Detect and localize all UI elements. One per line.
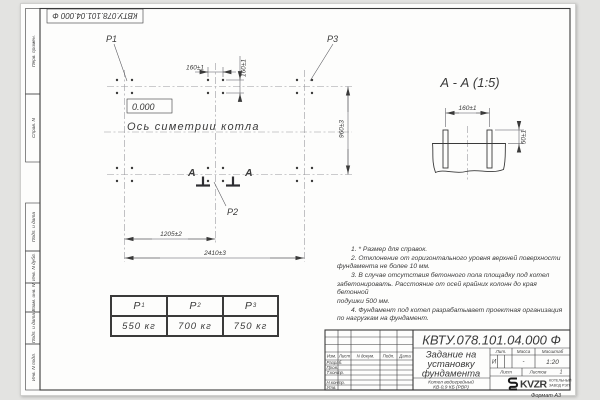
product-name <box>428 379 474 391</box>
margin-boxes <box>26 9 41 391</box>
kvzr-logo <box>509 379 572 391</box>
margin-label: Перв. примен. <box>31 35 37 67</box>
load-table-header-p3: P 3 <box>223 296 278 316</box>
drawing-title <box>422 350 480 380</box>
title-line-2: установку <box>427 359 475 370</box>
row-nkontr: Н.контр. <box>326 380 346 385</box>
load-table <box>110 295 279 337</box>
kvzr-logo-text: KVZR <box>520 378 547 391</box>
margin-label: Справ. N <box>31 117 37 139</box>
note-line: 3. В случае отсутствия бетонного пола площадку под котел <box>351 271 550 279</box>
listov-value: 1 <box>559 369 563 376</box>
load-table-value-p1: 550 кг <box>111 316 167 336</box>
col-podp: Подп. <box>382 353 395 359</box>
dim-bolt-vertical <box>226 56 248 100</box>
product-line-1: Котел водогрейный <box>428 380 474 386</box>
title-block-headers <box>327 354 412 359</box>
doc-number: КВТУ.078.101.04.000 Ф <box>422 332 561 348</box>
scale-value: 1:20 <box>546 359 559 366</box>
load-p3-label: P3 <box>327 34 339 44</box>
massa-header: Масса <box>516 349 531 355</box>
margin-label: Инв. N дубл. <box>31 253 37 281</box>
technical-notes <box>337 246 569 324</box>
dim-bolt-v-value: 160±1 <box>240 58 248 78</box>
lit-value: И <box>491 359 497 366</box>
masshtab-header: Масштаб <box>541 349 564 355</box>
listov-label: Листов <box>529 369 547 375</box>
title-line-3: фундамента <box>421 368 481 380</box>
section-view <box>433 75 528 180</box>
massa-value: - <box>522 359 525 366</box>
dim-bolt-h-value: 160±1 <box>185 64 204 72</box>
col-list: Лист <box>338 353 351 359</box>
lit-massa-masshtab <box>492 349 564 376</box>
dim-section-height <box>495 122 528 152</box>
dim-bolt-horizontal <box>186 65 236 78</box>
section-title: А - А (1:5) <box>440 75 500 90</box>
col-doc: N докум. <box>356 353 375 359</box>
row-utv: Утв. <box>326 385 337 390</box>
format-label: Формат А3 <box>531 393 562 399</box>
row-razrab: Разраб. <box>326 360 343 365</box>
title-line-1: Задание на <box>425 349 477 361</box>
title-block <box>325 330 572 391</box>
load-table-header-p1: P 1 <box>111 296 167 316</box>
dim-1205-value: 1205±2 <box>160 231 182 238</box>
note-line: фундамента не более 10 мм. <box>337 263 430 271</box>
top-stamp <box>47 9 143 23</box>
note-line: подушки 500 мм. <box>337 297 390 305</box>
dim-half-length-1205 <box>125 231 216 239</box>
kvzr-caption-2: ЗАВОД РЭП <box>549 383 570 388</box>
level-mark <box>127 99 172 113</box>
margin-label: Инв. N подл. <box>31 352 37 382</box>
lit-header: Лит. <box>495 349 507 355</box>
dim-960-value: 960±3 <box>338 119 346 139</box>
margin-label: Подп. и дата <box>31 312 37 344</box>
margin-label: Подп. и дата <box>31 211 37 243</box>
margin-label: Взам. инв. N <box>31 283 37 312</box>
note-line: 4. Фундамент под котел разрабатывает проектная организация <box>351 306 563 314</box>
row-tkontr: Т.контр. <box>326 370 345 375</box>
col-data: Дата <box>399 353 411 359</box>
dim-width-960 <box>339 87 349 175</box>
col-izm: Изм. <box>326 353 337 359</box>
plan-view <box>104 34 352 262</box>
list-label: Лист <box>500 369 512 375</box>
load-table-header-p2: P 2 <box>167 296 223 316</box>
dim-2410-value: 2410±3 <box>204 250 226 257</box>
load-table-value-p3: 750 кг <box>223 316 278 336</box>
note-line: 2. Отклонение от горизонтального уровня верхней поверхности <box>351 254 561 262</box>
kvzr-coil-icon <box>509 379 517 390</box>
symmetry-axis-label: Ось симетрии котла <box>127 121 260 133</box>
dim-section-50-value: 50±1 <box>520 129 528 145</box>
kvzr-caption-1: КОТЕЛЬНЫЙ <box>549 378 572 383</box>
load-table-value-p2: 700 кг <box>167 316 223 336</box>
dim-length-2410 <box>125 250 305 258</box>
section-letter-left: А <box>188 167 196 179</box>
load-p1-label: P1 <box>106 34 118 44</box>
load-p2-label: P2 <box>227 207 239 217</box>
note-line: забетонировать. Расстояние от осей крайних колонн до края бетонной <box>337 280 537 297</box>
level-mark-value: 0.000 <box>132 102 155 112</box>
top-stamp-number: КВТУ.078.101.04.000 Ф <box>52 11 138 20</box>
dim-section-spacing <box>446 105 490 127</box>
section-cut-marks <box>187 167 253 186</box>
section-letter-right: А <box>245 167 253 179</box>
note-line: 1. * Размер для справок. <box>351 246 428 253</box>
dim-section-160-value: 160±1 <box>458 105 477 112</box>
row-prov: Пров. <box>326 365 339 370</box>
note-line: по нагрузкам на фундамент. <box>337 315 429 323</box>
product-line-2: КВ-0,9 КБ (РВР) <box>433 385 469 391</box>
